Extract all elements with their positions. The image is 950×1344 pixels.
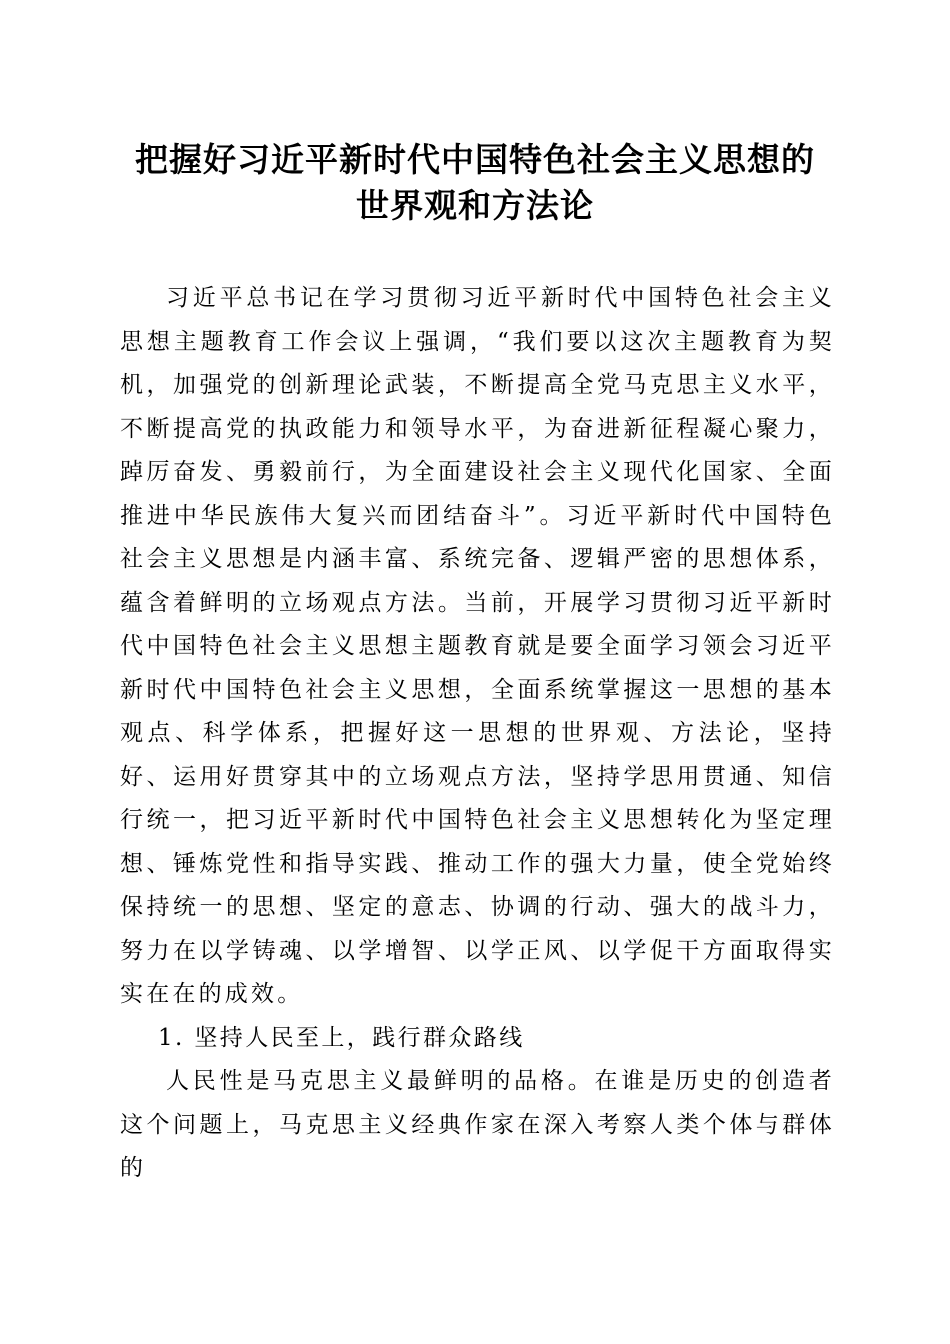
document-title-line-1: 把握好习近平新时代中国特色社会主义思想的 — [135, 140, 815, 179]
document-title-line-2: 世界观和方法论 — [356, 186, 594, 225]
intro-paragraph: 习近平总书记在学习贯彻习近平新时代中国特色社会主义思想主题教育工作会议上强调，“我们要以这次主题教育为契机，加强党的创新理论武装，不断提高全党马克思主义水平，不断提高党的执政能力和领导水平，为奋进新征程凝心聚力，踔厉奋发、勇毅前行，为全面建设社会主义现代化国家、全面推进中华民族伟大复兴而团结奋斗”。习近平新时代中国特色社会主义思想是内涵丰富、系统完备、逻辑严密的思想体系，蕴含着鲜明的立场观点方法。当前，开展学习贯彻习近平新时代中国特色社会主义思想主题教育就是要全面学习领会习近平新时代中国特色社会主义思想，全面系统掌握这一思想的基本观点、科学体系，把握好这一思想的世界观、方法论，坚持好、运用好贯穿其中的立场观点方法，坚持学思用贯通、知信行统一，把习近平新时代中国特色社会主义思想转化为坚定理想、锤炼党性和指导实践、推动工作的强大力量，使全党始终保持统一的思想、坚定的意志、协调的行动、强大的战斗力，努力在以学铸魂、以学增智、以学正风、以学促干方面取得实实在在的成效。 — [120, 285, 835, 1007]
section-heading: 1. 坚持人民至上，践行群众路线 — [157, 1024, 525, 1051]
section-paragraph: 人民性是马克思主义最鲜明的品格。在谁是历史的创造者这个问题上，马克思主义经典作家在深入考察人类个体与群体的 — [120, 1068, 835, 1181]
document-body — [120, 277, 835, 1191]
